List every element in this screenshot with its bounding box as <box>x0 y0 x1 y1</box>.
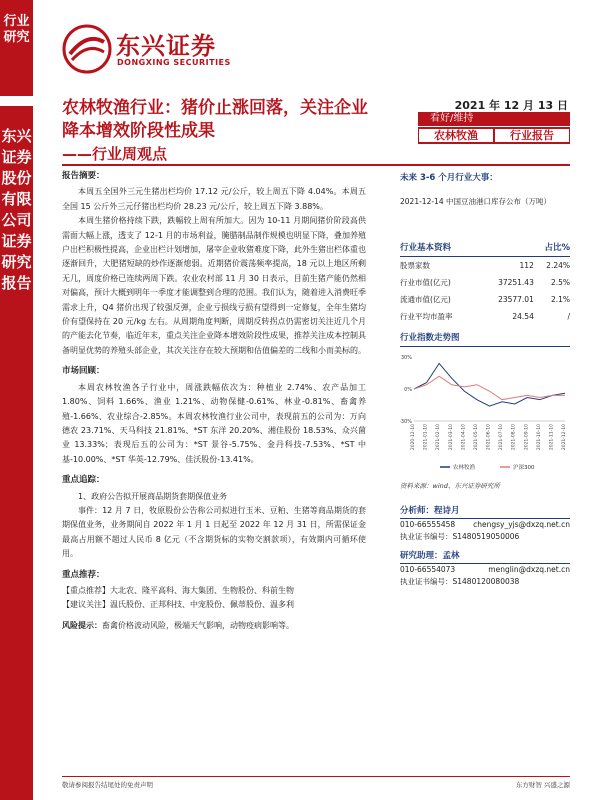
market-paragraph: 本周农林牧渔各子行业中，周涨跌幅依次为：种植业 2.74%、农产品加工 1.80%、饲料 1.66%、渔业 1.21%、动物保健-0.61%、林业-0.81%、畜禽养殖-1.66%、农业综合-2.85%。本周农林牧渔行业公司中，表现前五的公司为：万向德农 23.71%、天马科技 21.81%、*ST 东洋 20.20%、湘佳股份 18.53%、众兴菌业 13.33%；表现后五的公司为：*ST 景谷-5.75%、金丹科技-7.53%、*ST 中基-10.00%、*ST 华英-12.79%、佳沃股份-13.41%。 <box>62 382 366 464</box>
sidebar-top-label: 行业研究 <box>3 14 30 45</box>
table-row: 行业市值(亿元) 37251.43 2.5% <box>400 278 570 287</box>
analyst-block-1: 分析师：程诗月 010-66555458 chengsy_yjs@dxzq.net.cn 执业证书编号：S1480519050006 <box>400 502 570 543</box>
x-tick-label: 2021-06-10 <box>486 424 492 451</box>
recommend-line-1: 【重点推荐】大北农、隆平高科、海大集团、生物股份、科前生物 <box>62 585 294 595</box>
news-paragraph: 事件：12 月 7 日，牧原股份公告称公司拟进行玉米、豆粕、生猪等商品期货的套期保值业务，业务期间自 2022 年 1 月 1 日起至 2022 年 12 月 31 日，所需保证金最高占用额不超过人民币 8 亿元（不含期货标的实物交割款项），有效期内可循环使用。 <box>62 505 366 559</box>
risk-text: 畜禽价格波动风险，极端天气影响，动物疫病影响等。 <box>102 620 294 630</box>
summary-paragraph-2: 本周生猪价格持续下跌，跌幅较上周有所加大。因为 10-11 月期间猪价阶段高供需面大幅上涨，透支了 12-1 月的市场利益，腌腊制品制作规模也明显下降，叠加养殖户出栏积极性提高，企业出栏计划增加，屠宰企业收猪难度下降，此外生猪出栏体重也逐渐回升，大肥猪短缺的炒作逐渐熄弱。近期猪价震荡频率提高，18 元以上地区所剩无几，周度价格已连续两周下跌。农业农村部 11 月 30 日表示，目前生猪产能仍然相对偏高，预计大概到明年一季度才能调整到合理的范围。我们认为，随着进入消费旺季需求上升，Q4 猪价出现了较强反弹，企业亏损线亏损有望得到一定修复，全年生猪均价有望保持在 20 元/kg 左右。从周期角度判断，周期反转拐点仍需密切关注近几个月的产能去化节奏，临近年末，重点关注企业降本增效阶段性成果，推荐关注成本控制具备明显优势的养殖头部企业，其次关注存在较大预期和估值偏差的二线和小而美标的。 <box>62 216 366 355</box>
sidebar-top <box>0 0 33 96</box>
sidebar-bottom-label: 东兴证券股份有限公司证券研究报告 <box>1 127 32 292</box>
x-tick-label: 2021-11-10 <box>549 424 555 451</box>
table-row: 流通市值(亿元) 23577.01 2.1% <box>400 295 570 304</box>
market-heading: 市场回顾： <box>62 366 105 377</box>
risk-label: 风险提示： <box>62 620 102 630</box>
y-tick-label: 0% <box>404 387 412 393</box>
basic-info-title: 行业基本资料 占比% <box>400 241 570 257</box>
logo-emblem-icon <box>62 24 112 74</box>
summary-paragraph-1: 本周五全国外三元生猪出栏均价 17.12 元/公斤，较上周五下降 4.04%。本周五全国 15 公斤外三元仔猪出栏均价 28.23 元/公斤，较上周五下降 3.88%。 <box>62 187 366 211</box>
analyst-block-2: 研究助理：孟林 010-66554073 menglin@dxzq.net.cn 执业证书编号：S1480120080038 <box>400 547 570 588</box>
recommend-heading: 重点推荐： <box>62 569 105 580</box>
report-title <box>62 97 382 166</box>
trend-title: 行业指数走势图 <box>400 331 570 347</box>
recommend-line-2: 【建议关注】温氏股份、正邦科技、中宠股份、佩蒂股份、温多利 <box>62 600 294 610</box>
table-row: 行业平均市盈率 24.54 / <box>400 312 570 321</box>
logo-title: 东兴证券 <box>116 32 216 60</box>
report-date: 2021 年 12 月 13 日 <box>454 99 568 112</box>
footer-right: 东方财智 兴盛之源 <box>515 781 570 789</box>
x-tick-label: 2021-05-10 <box>473 424 479 451</box>
x-tick-label: 2021-04-10 <box>461 424 467 451</box>
table-row: 股票家数 112 2.24% <box>400 261 570 270</box>
report-tags <box>418 127 570 144</box>
x-tick-label: 2021-12-10 <box>562 424 567 451</box>
news-heading: 重点追踪： <box>62 475 105 486</box>
basic-info-table <box>400 257 570 325</box>
x-tick-label: 2021-07-10 <box>499 424 505 451</box>
analyst-email[interactable]: menglin@dxzq.net.cn <box>488 565 570 574</box>
summary-heading: 报告摘要： <box>62 171 105 181</box>
logo-subtitle: DONGXING SECURITIES <box>117 58 231 67</box>
x-tick-label: 2021-03-10 <box>448 424 454 451</box>
legend-label: 农林牧渔 <box>453 465 476 471</box>
report-title-main: 农林牧渔行业：猪价止涨回落，关注企业降本增效阶段性成果 <box>62 98 368 141</box>
footer-left: 敬请参阅报告结尾处的免责声明 <box>62 781 153 789</box>
rating-badge: 看好/维持 <box>418 112 570 126</box>
event-item: 2021-12-14 中国豆油港口库存公布（万吨） <box>400 197 551 206</box>
legend-label: 沪深300 <box>513 465 535 471</box>
side-panel <box>400 171 570 588</box>
x-tick-label: 2020-12-10 <box>411 424 416 451</box>
report-title-sub: ——行业周观点 <box>62 145 168 163</box>
series-line-0 <box>414 363 565 406</box>
x-tick-label: 2021-08-10 <box>511 424 517 451</box>
series-line-1 <box>414 376 565 399</box>
main-content <box>62 169 366 633</box>
events-title: 未来 3-6 个月行业大事： <box>400 173 498 183</box>
y-tick-label: 30% <box>400 355 412 361</box>
page-footer <box>62 776 570 789</box>
trend-chart <box>400 351 570 476</box>
x-tick-label: 2021-09-10 <box>524 424 530 451</box>
tag-industry: 农林牧渔 <box>419 129 493 142</box>
y-tick-label: -30% <box>400 419 412 425</box>
x-tick-label: 2021-10-10 <box>536 424 542 451</box>
x-tick-label: 2021-01-10 <box>423 424 429 451</box>
header-divider <box>62 164 570 166</box>
risk-line <box>62 619 366 633</box>
company-logo <box>62 22 262 78</box>
x-tick-label: 2021-02-10 <box>436 424 442 451</box>
sidebar-bottom <box>0 106 33 800</box>
tag-type: 行业报告 <box>495 129 569 142</box>
analyst-email[interactable]: chengsy_yjs@dxzq.net.cn <box>473 520 570 529</box>
chart-source: 资料来源：wind、东兴证券研究所 <box>400 482 500 490</box>
news-item-title: 1、政府公告拟开展商品期货套期保值业务 <box>78 491 228 501</box>
